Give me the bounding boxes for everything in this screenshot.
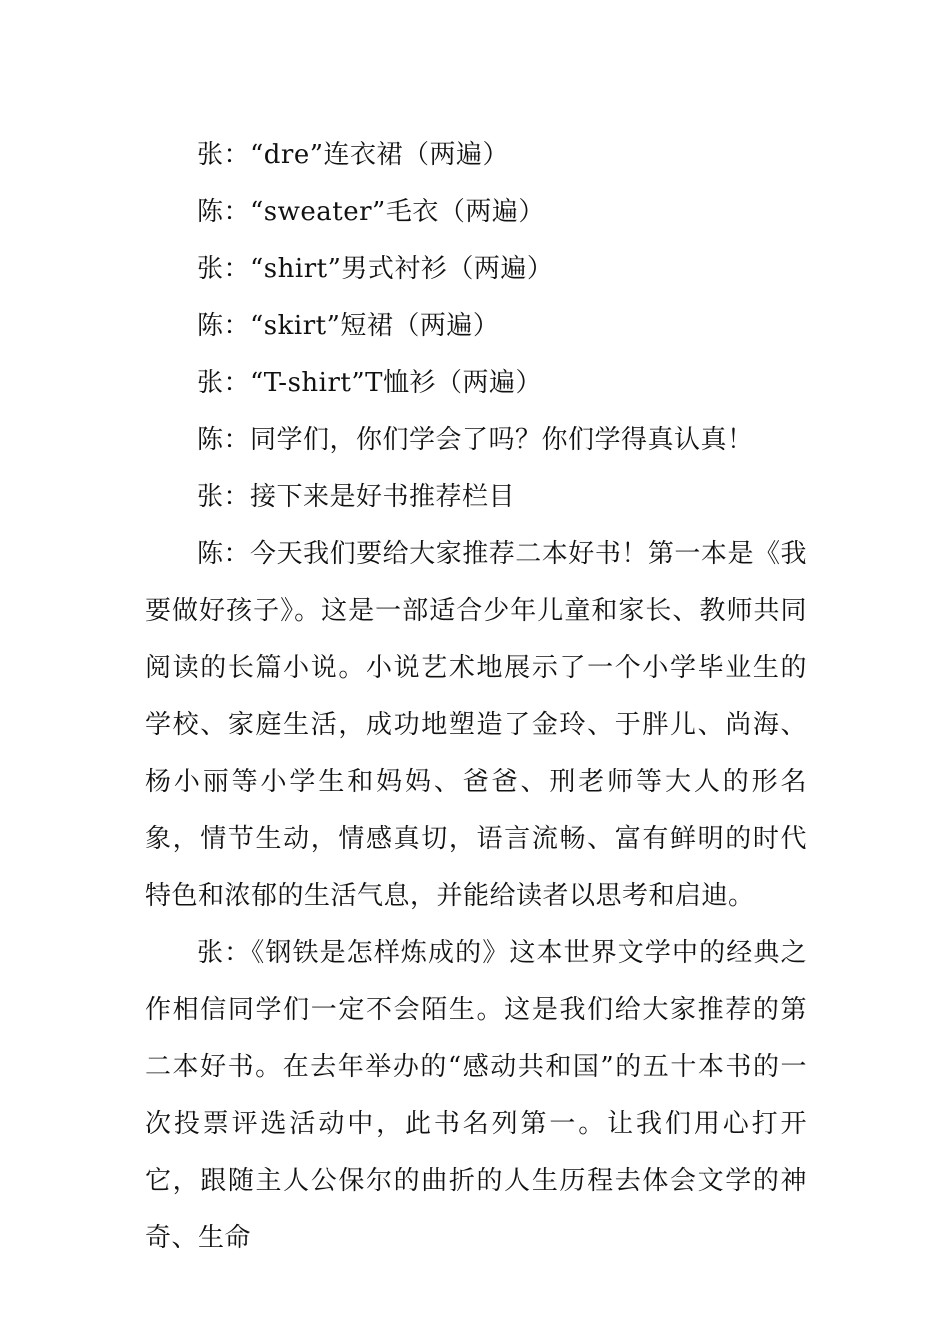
paragraph-second-book: 张：《钢铁是怎样炼成的》这本世界文学中的经典之作相信同学们一定不会陌生。这是我们给大家推荐的第二本好书。在去年举办的“感动共和国”的五十本书的一次投票评选活动中，此书名列第一。让我们用心打开它，跟随主人公保尔的曲折的人生历程去体会文学的神奇、生命 xyxy=(145,938,807,1253)
dialogue-line-dress: 张：“dre”连衣裙（两遍） xyxy=(197,140,510,170)
paragraph-first-book: 陈：今天我们要给大家推荐二本好书！第一本是《我要做好孩子》。这是一部适合少年儿童和家长、教师共同阅读的长篇小说。小说艺术地展示了一个小学毕业生的学校、家庭生活，成功地塑造了金玲、于胖儿、尚海、杨小丽等小学生和妈妈、爸爸、刑老师等大人的形名象，情节生动，情感真切，语言流畅、富有鲜明的时代特色和浓郁的生活气息，并能给读者以思考和启迪。 xyxy=(145,539,807,911)
dialogue-line-skirt: 陈：“skirt”短裙（两遍） xyxy=(197,311,500,341)
dialogue-line-praise: 陈：同学们，你们学会了吗？你们学得真认真！ xyxy=(197,425,754,455)
dialogue-line-book-intro: 张：接下来是好书推荐栏目 xyxy=(197,482,516,512)
dialogue-line-sweater: 陈：“sweater”毛衣（两遍） xyxy=(197,197,545,227)
document-body xyxy=(145,127,807,1267)
dialogue-line-shirt: 张：“shirt”男式衬衫（两遍） xyxy=(197,254,554,284)
dialogue-line-tshirt: 张：“T-shirt”T恤衫（两遍） xyxy=(197,368,542,398)
